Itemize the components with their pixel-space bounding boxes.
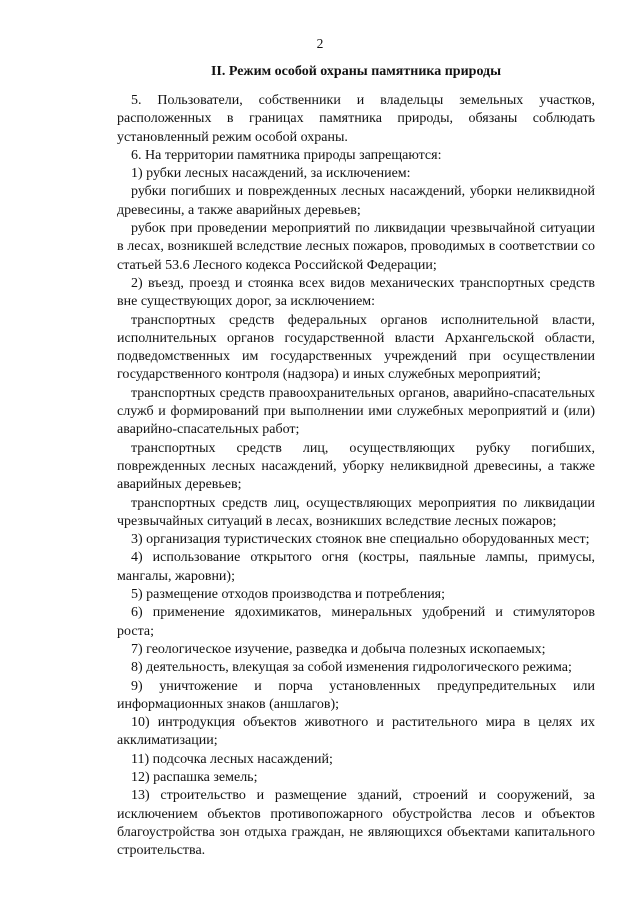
paragraph: 13) строительство и размещение зданий, строений и сооружений, за исключением объектов противопожарного обустройства лесов и объектов благоустройства зон отдыха граждан, не являющихся объектами капитального строительства.: [117, 788, 595, 859]
paragraph: 4) использование открытого огня (костры, паяльные лампы, примусы, мангалы, жаровни);: [117, 550, 595, 584]
paragraph: транспортных средств лиц, осуществляющих рубку погибших, поврежденных лесных насаждений, уборку неликвидной древесины, а также аварийных деревьев;: [117, 440, 595, 493]
paragraph: 5) размещение отходов производства и потребления;: [131, 587, 446, 603]
paragraph: 5. Пользователи, собственники и владельцы земельных участков, расположенных в границах памятника природы, обязаны соблюдать установленный режим особой охраны.: [117, 93, 595, 145]
paragraph: 6. На территории памятника природы запрещаются:: [131, 147, 442, 163]
paragraph: 8) деятельность, влекущая за собой изменения гидрологического режима;: [131, 660, 572, 676]
paragraph: 7) геологическое изучение, разведка и добыча полезных ископаемых;: [131, 641, 546, 657]
paragraph: 12) распашка земель;: [131, 769, 258, 785]
paragraph: 1) рубки лесных насаждений, за исключением:: [131, 166, 411, 182]
page-number: 2: [316, 36, 324, 51]
paragraph: рубки погибших и поврежденных лесных насаждений, уборки неликвидной древесины, а также аварийных деревьев;: [117, 184, 595, 218]
document-body: [117, 92, 595, 860]
paragraph: 9) уничтожение и порча установленных предупредительных или информационных знаков (аншлагов);: [117, 678, 595, 712]
paragraph: транспортных средств лиц, осуществляющих мероприятия по ликвидации чрезвычайных ситуаций в лесах, возникших вследствие лесных пожаров;: [117, 495, 595, 529]
paragraph: 6) применение ядохимикатов, минеральных удобрений и стимуляторов роста;: [117, 605, 595, 639]
paragraph: 11) подсочка лесных насаждений;: [131, 751, 333, 767]
paragraph: транспортных средств правоохранительных органов, аварийно-спасательных служб и формирований при выполнении ими служебных мероприятий и (или) аварийно-спасательных работ;: [117, 385, 595, 438]
paragraph: транспортных средств федеральных органов исполнительной власти, исполнительных органов государственной власти Архангельской области, подведомственных им государственных учреждений при осуществлении государственного контроля (надзора) и иных служебных мероприятий;: [117, 312, 595, 383]
paragraph: 3) организация туристических стоянок вне специально оборудованных мест;: [131, 532, 590, 548]
paragraph: рубок при проведении мероприятий по ликвидации чрезвычайной ситуации в лесах, возникшей вследствие лесных пожаров, проводимых в соответствии со статьей 53.6 Лесного кодекса Российской Федерации;: [117, 221, 595, 273]
section-title: II. Режим особой охраны памятника природы: [210, 64, 502, 79]
paragraph: 2) въезд, проезд и стоянка всех видов механических транспортных средств вне существующих дорог, за исключением:: [117, 275, 595, 310]
paragraph: 10) интродукция объектов животного и растительного мира в целях их акклиматизации;: [117, 715, 595, 749]
